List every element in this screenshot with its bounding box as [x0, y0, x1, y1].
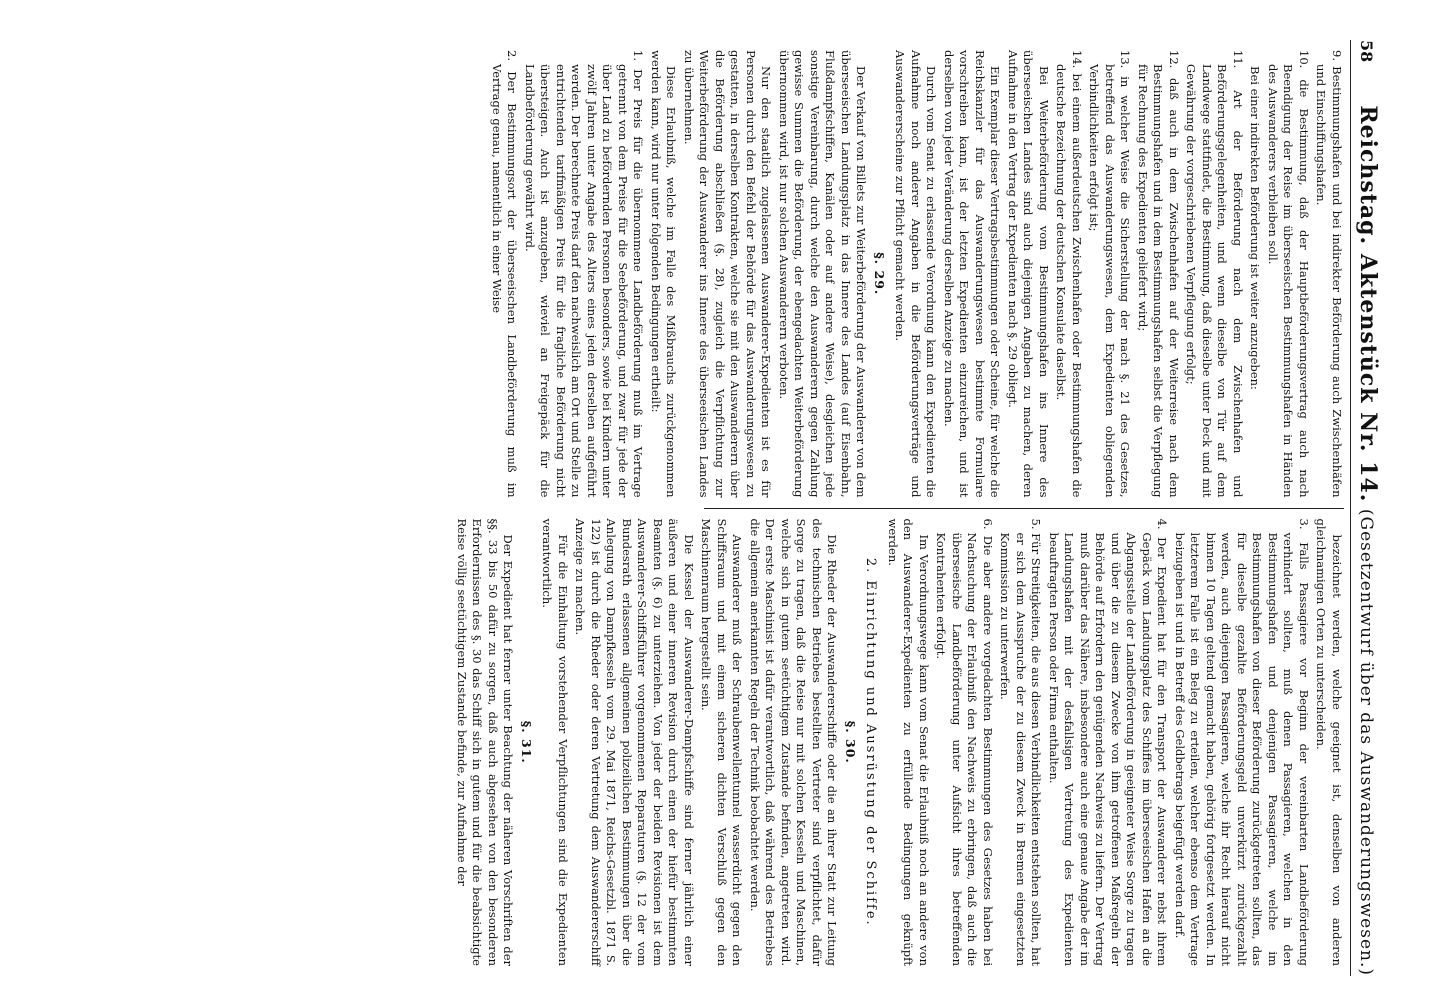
page-number: 58 [1357, 40, 1376, 63]
paragraph: Die Kessel der Auswanderer-Dampfschiffe sind ferner jährlich einer äußeren und einer inneren Revision durch einen der hiefür bestimmten Beamten (§. 6) zu unterziehen. Von jeder der beiden Revisionen ist dem Auswanderer-Schiffsführer vorgenommenen Reparaturen (§. 12 der vom Bundesrath erlassenen allgemeinen polizeilichen Bestimmungen über die Anlegung von Dampfkesseln vom 29. Mai 1871, Reichs-Gesetzbl. 1871 S. 122) ist durch die Rheder oder deren Vertretung dem Auswandererschiff Anzeige zu machen. [573, 518, 696, 966]
section-heading: §. 29. [872, 252, 887, 296]
paragraph: Für die Einhaltung vorstehender Verpflichtungen sind die Expedienten verantwortlich. [540, 518, 570, 966]
paragraph: Auswanderer muß der Schraubenwellentunnel wasserdicht gegen den Schiffsraum und mit einem sicheren dichten Verschluß gegen den Maschinenraum hergestellt sein. [699, 518, 745, 966]
paragraph: Ein Exemplar dieser Vertragsbestimmungen oder Scheine, für welche die Reichskanzler für das Auswanderungswesen bestimmte Formulare vorschreiben kann, ist der letzten Expedienten einzureichen, und ist derselben von jeder Veränderung derselben Anzeige zu machen. [942, 50, 1003, 498]
paragraph: Bei einer indirekten Beförderung ist weiter anzugeben: [1248, 66, 1263, 390]
list-item: 14. bei einem außerdeutschen Zwischenhafen oder Bestimmungshafen die deutsche Bezeichnung der deutschen Konsulate daselbst. [1054, 50, 1084, 498]
list-item: 6. Die aber andere vorgedachten Bestimmungen des Gesetzes haben bei Nachsuchung der Erlaubniß den Nachweis zu erbringen, daß auch die überseeische Landbeförderung unter Aufsicht ihres betreffenden Kontrahenten erfolgt. [934, 518, 995, 966]
paragraph: bezeichnet werden, welche geeignet ist, denselben von anderen gleichnamigen Orten zu unterscheiden. [1314, 518, 1344, 966]
list-item: 13. in welcher Weise die Sicherstellung der nach §. 21 des Gesetzes, betreffend das Auswanderungswesen, dem Expedienten obliegenden Verbindlichkeiten erfolgt ist; [1087, 50, 1133, 498]
paragraph: Die Rheder der Auswandererschiffe oder die an ihrer Statt zur Leitung des technischen Betriebes bestellten Vertreter sind verpflichtet, dafür Sorge zu tragen, daß die Reise nur mit solchen Kesseln und Maschinen, welche sich in gutem seetüchtigem Zustande befinden, angetreten wird. Der erste Maschinist ist dafür verantwortlich, daß während des Betriebes die allgemein anerkannten Regeln der Technik beobachtet werden. [748, 518, 840, 966]
subsection-heading: 2. Einrichtung und Ausrüstung der Schiffe. [863, 557, 879, 927]
paragraph: Der Expedient hat ferner unter Beachtung der näheren Vorschriften der §§. 33 bis 50 dafür zu sorgen, daß auch abgesehen von den besonderen Erfordernissen des §. 30 das Schiff sich in gutem und für die beabsichtigte Reise völlig seetüchtigem Zustande befinde, zur Aufnahme der [455, 518, 516, 966]
list-item: 11. Art der Beförderung nach dem Zwischenhafen und Beförderungsgelegenheiten, und wenn dieselbe von Tür auf dem Landwege stattfindet, die Bestimmung, daß dieselbe unter Deck und mit Gewährung der vorgeschriebenen Verpflegung erfolgt; [1184, 50, 1245, 498]
left-text-column [490, 40, 1344, 508]
header-title: Reichstag. Aktenstück Nr. 14. [1355, 105, 1381, 503]
paragraph: Bei Weiterbeförderung vom Bestimmungshafen ins Innere des überseeischen Landes sind auch diejenigen Angaben zu machen, deren Aufnahme in den Vertrag der Expedienten nach §. 29 obliegt. [1006, 50, 1051, 498]
paragraph: Nur den staatlich zugelassenen Auswanderer-Expedienten ist es für Personen durch den Befehl der Behörde für das Auswanderungswesen zu gestatten, in derselben Kontrakten, welche sie mit den Auswanderern über die Beförderung abschließen (§. 28), zugleich die Verpflichtung zur Weiterbeförderung der Auswanderer ins Innere des überseeischen Landes zu übernehmen. [682, 50, 774, 498]
paragraph: Durch vom Senat zu erlassende Verordnung kann den Expedienten die Aufnahme noch anderer Angaben in die Beförderungsverträge und Auswandererscheine zur Pflicht gemacht werden. [893, 50, 939, 498]
right-text-column [455, 508, 1344, 977]
paragraph: Im Verordnungswege kann vom Senat die Erlaubniß noch an andere von den Auswanderer-Expedienten zu erfüllende Bedingungen geknüpft werden. [886, 518, 931, 966]
header-subtitle: (Gesetzentwurf über das Auswanderungswesen.) [1356, 508, 1376, 976]
paragraph: Diese Erlaubniß, welche im Falle des Mißbrauchs zurückgenommen werden kann, wird nur unter folgenden Bedingungen ertheilt: [649, 50, 679, 498]
list-item: 12. daß auch in dem Zwischenhafen auf der Weiterreise nach dem Bestimmungshafen und in dem Bestimmungshafen selbst die Verpflegung für Rechnung des Expedienten geliefert wird; [1136, 50, 1181, 498]
running-header [1350, 40, 1381, 976]
list-item: 9. Bestimmungshafen und bei indirekter Beförderung auch Zwischenhäfen und Einschiffungshafen. [1314, 50, 1344, 498]
running-title [1355, 105, 1381, 976]
section-heading: §. 31. [519, 720, 534, 764]
list-item: 3. Falls Passagiere vor Beginn der vereinbarten Landbeförderung verhindert sollten, muß denen Passagieren, welchen in den Bestimmungshafen und denjenigen Passagieren, welche im Bestimmungshafen von dieser Beförderung zurückgetreten sollten, das für dieselbe gezahlte Beförderungsgeld unverkürzt zurückgezahlt werden, auch diejenigen Passagieren, welche ihr Recht hierauf nicht binnen 10 Tagen geltend gemacht haben, gehörig fortgesetzt werden. In letzterem Falle ist ein Beleg zu erteilen, welcher ebenso dem Vertrage beizugeben ist und in Betreff des Geldbetrags beigefügt werden darf. [1173, 518, 1311, 966]
list-item: 4. Der Expedient hat für den Transport der Auswanderer nebst ihrem Gepäck vom Landungsplatz des Schiffes im überseeischen Hafen an die Abgangsstelle der Landbeförderung in geeigneter Weise Sorge zu tragen und über die zu diesem Zwecke von ihm getroffenen Maßregeln der Behörde auf Erfordern den genügenden Nachweis zu liefern. Der Vertrag muß darüber das Nähere, insbesondere auch eine genaue Angabe der im Landungshafen mit der desfallsigen Vertretung des Expedienten beauftragten Person oder Firma enthalten. [1047, 518, 1170, 966]
list-item: 10. die Bestimmung, daß der Hauptbeförderungsvertrag auch nach Beendigung der Reise im überseeischen Bestimmungshafen in Händen des Auswanderers verbleiben soll. [1266, 50, 1311, 498]
list-item: 2. Der Bestimmungsort der überseeischen Landbeförderung muß im Vertrage genau, namentlich in einer Weise [490, 50, 520, 498]
list-item: 5. Für Streitigkeiten, die aus diesen Verbindlichkeiten entstehen sollten, hat er sich dem Ausspruche der zu diesem Zweck in Bremen eingesetzten Kommission zu unterwerfen. [998, 518, 1044, 966]
list-item: 1. Der Preis für die übernommene Landbeförderung muß im Vertrage getrennt von dem Preise für die Seebeförderung, und zwar für jede der über Land zu befördernden Personen besonders, sowie bei Kindern unter zwölf Jahren unter Angabe des Alters eines jeden derselben aufgeführt werden. Der berechnete Preis darf den nachweislich am Ort und Stelle zu entrichtenden tarifmäßigen Preis für die fragliche Beförderung nicht übersteigen. Auch ist anzugeben, wieviel an Freigepäck für die Landbeförderung gewährt wird. [523, 50, 646, 498]
section-heading: §. 30. [843, 720, 858, 764]
paragraph: Der Verkauf von Billets zur Weiterbeförderung der Auswanderer von dem überseeischen Landungsplatz in das Innere des Landes (auf Eisenbahn, Flußdampfschiffen, Kanälen oder auf andere Weise), desgleichen jede sonstige Vereinbarung, durch welche den Auswanderern gegen Zahlung gewisse Summen die Beförderung, der ebengedachten Weiterbeförderung übernommen wird, ist nur solchen Auswanderern verboten. [777, 50, 869, 498]
